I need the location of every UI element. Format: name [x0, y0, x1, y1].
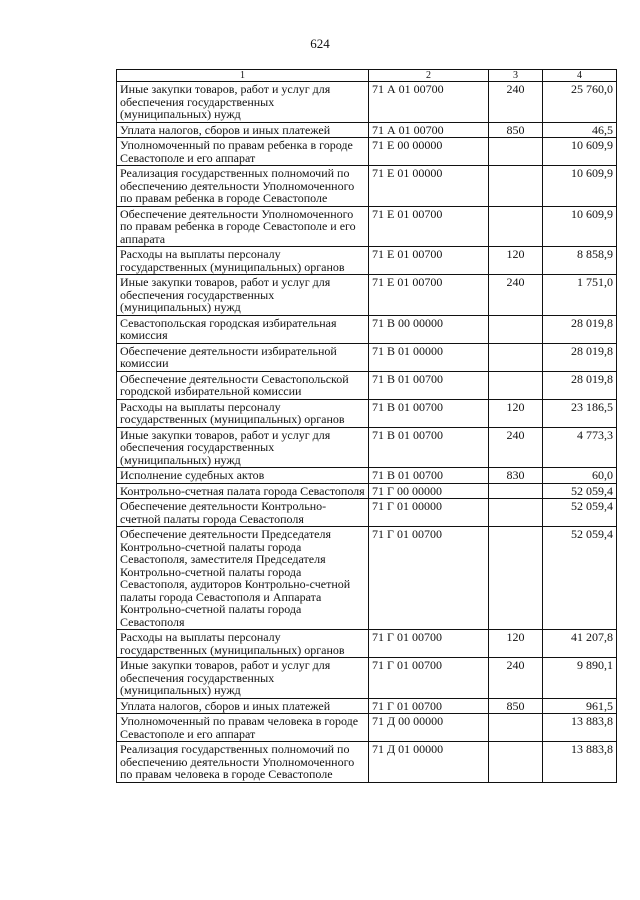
row-name: Расходы на выплаты персоналу государственных (муниципальных) органов	[117, 399, 369, 427]
row-amount: 10 609,9	[543, 206, 617, 247]
row-code: 71 Е 01 00000	[369, 166, 489, 207]
header-row	[117, 70, 617, 82]
row-name: Расходы на выплаты персоналу государственных (муниципальных) органов	[117, 247, 369, 275]
row-code: 71 Г 01 00700	[369, 698, 489, 714]
table-row	[117, 315, 617, 343]
row-expense-type: 240	[489, 275, 543, 316]
table-row	[117, 714, 617, 742]
row-name: Обеспечение деятельности Председателя Контрольно-счетной палаты города Севастополя, заместителя Председателя Контрольно-счетной палаты города Севастополя, аудиторов Контрольно-счетной палаты города Севастополя и Аппарата Контрольно-счетной палаты города Севастополя	[117, 527, 369, 630]
row-code: 71 В 00 00000	[369, 315, 489, 343]
table-row	[117, 206, 617, 247]
table-row	[117, 399, 617, 427]
row-expense-type: 120	[489, 399, 543, 427]
row-name: Уполномоченный по правам человека в городе Севастополе и его аппарат	[117, 714, 369, 742]
row-amount: 961,5	[543, 698, 617, 714]
row-name: Иные закупки товаров, работ и услуг для обеспечения государственных (муниципальных) нужд	[117, 427, 369, 468]
row-name: Обеспечение деятельности избирательной комиссии	[117, 343, 369, 371]
row-name: Обеспечение деятельности Контрольно-счетной палаты города Севастополя	[117, 499, 369, 527]
row-expense-type: 120	[489, 247, 543, 275]
row-name: Уплата налогов, сборов и иных платежей	[117, 698, 369, 714]
table-row	[117, 82, 617, 123]
header-col-2: 2	[369, 70, 489, 82]
table-row	[117, 742, 617, 783]
row-name: Реализация государственных полномочий по обеспечению деятельности Уполномоченного по правам человека в городе Севастополе	[117, 742, 369, 783]
row-amount: 52 059,4	[543, 499, 617, 527]
row-code: 71 В 01 00700	[369, 371, 489, 399]
row-amount: 60,0	[543, 468, 617, 484]
table-row	[117, 138, 617, 166]
row-amount: 23 186,5	[543, 399, 617, 427]
row-expense-type: 240	[489, 427, 543, 468]
row-code: 71 В 01 00700	[369, 399, 489, 427]
row-expense-type	[489, 166, 543, 207]
row-expense-type	[489, 527, 543, 630]
table-header	[117, 70, 617, 82]
row-code: 71 Г 01 00000	[369, 499, 489, 527]
row-name: Обеспечение деятельности Севастопольской городской избирательной комиссии	[117, 371, 369, 399]
row-code: 71 Е 01 00700	[369, 247, 489, 275]
row-amount: 41 207,8	[543, 630, 617, 658]
table-row	[117, 247, 617, 275]
header-col-3: 3	[489, 70, 543, 82]
row-code: 71 Г 00 00000	[369, 483, 489, 499]
row-expense-type	[489, 371, 543, 399]
row-code: 71 В 01 00700	[369, 468, 489, 484]
table-row	[117, 427, 617, 468]
row-amount: 4 773,3	[543, 427, 617, 468]
row-expense-type	[489, 343, 543, 371]
row-amount: 25 760,0	[543, 82, 617, 123]
row-amount: 10 609,9	[543, 166, 617, 207]
table-row	[117, 343, 617, 371]
budget-table	[116, 69, 617, 783]
row-amount: 10 609,9	[543, 138, 617, 166]
table-row	[117, 275, 617, 316]
row-amount: 28 019,8	[543, 343, 617, 371]
row-expense-type	[489, 138, 543, 166]
row-name: Исполнение судебных актов	[117, 468, 369, 484]
row-amount: 1 751,0	[543, 275, 617, 316]
row-code: 71 Е 01 00700	[369, 206, 489, 247]
row-code: 71 Г 01 00700	[369, 630, 489, 658]
table-row	[117, 527, 617, 630]
row-amount: 13 883,8	[543, 742, 617, 783]
row-name: Иные закупки товаров, работ и услуг для обеспечения государственных (муниципальных) нужд	[117, 82, 369, 123]
row-amount: 28 019,8	[543, 315, 617, 343]
table-row	[117, 166, 617, 207]
table-row	[117, 468, 617, 484]
row-name: Уполномоченный по правам ребенка в городе Севастополе и его аппарат	[117, 138, 369, 166]
row-code: 71 Г 01 00700	[369, 527, 489, 630]
row-code: 71 В 01 00000	[369, 343, 489, 371]
table-row	[117, 122, 617, 138]
header-col-4: 4	[543, 70, 617, 82]
table-row	[117, 658, 617, 699]
row-name: Расходы на выплаты персоналу государственных (муниципальных) органов	[117, 630, 369, 658]
row-amount: 9 890,1	[543, 658, 617, 699]
row-amount: 28 019,8	[543, 371, 617, 399]
row-name: Обеспечение деятельности Уполномоченного по правам ребенка в городе Севастополе и его аппарата	[117, 206, 369, 247]
table-row	[117, 483, 617, 499]
row-code: 71 А 01 00700	[369, 82, 489, 123]
row-code: 71 Д 00 00000	[369, 714, 489, 742]
row-amount: 13 883,8	[543, 714, 617, 742]
row-expense-type: 830	[489, 468, 543, 484]
row-amount: 46,5	[543, 122, 617, 138]
row-name: Уплата налогов, сборов и иных платежей	[117, 122, 369, 138]
table-row	[117, 499, 617, 527]
row-code: 71 Г 01 00700	[369, 658, 489, 699]
row-expense-type	[489, 499, 543, 527]
row-expense-type: 120	[489, 630, 543, 658]
row-code: 71 Д 01 00000	[369, 742, 489, 783]
row-name: Севастопольская городская избирательная комиссия	[117, 315, 369, 343]
row-code: 71 Е 01 00700	[369, 275, 489, 316]
row-name: Иные закупки товаров, работ и услуг для обеспечения государственных (муниципальных) нужд	[117, 658, 369, 699]
row-expense-type	[489, 742, 543, 783]
row-name: Контрольно-счетная палата города Севастополя	[117, 483, 369, 499]
row-name: Реализация государственных полномочий по обеспечению деятельности Уполномоченного по правам ребенка в городе Севастополе	[117, 166, 369, 207]
row-expense-type: 850	[489, 122, 543, 138]
row-amount: 52 059,4	[543, 483, 617, 499]
row-expense-type	[489, 315, 543, 343]
row-amount: 52 059,4	[543, 527, 617, 630]
row-expense-type: 240	[489, 658, 543, 699]
row-name: Иные закупки товаров, работ и услуг для обеспечения государственных (муниципальных) нужд	[117, 275, 369, 316]
table-body	[117, 82, 617, 783]
row-amount: 8 858,9	[543, 247, 617, 275]
row-expense-type: 850	[489, 698, 543, 714]
row-expense-type	[489, 206, 543, 247]
table-row	[117, 630, 617, 658]
row-code: 71 В 01 00700	[369, 427, 489, 468]
page-number: 624	[310, 36, 330, 51]
table-row	[117, 371, 617, 399]
header-col-1: 1	[117, 70, 369, 82]
row-expense-type	[489, 714, 543, 742]
row-expense-type	[489, 483, 543, 499]
row-code: 71 Е 00 00000	[369, 138, 489, 166]
row-expense-type: 240	[489, 82, 543, 123]
row-code: 71 А 01 00700	[369, 122, 489, 138]
table-row	[117, 698, 617, 714]
